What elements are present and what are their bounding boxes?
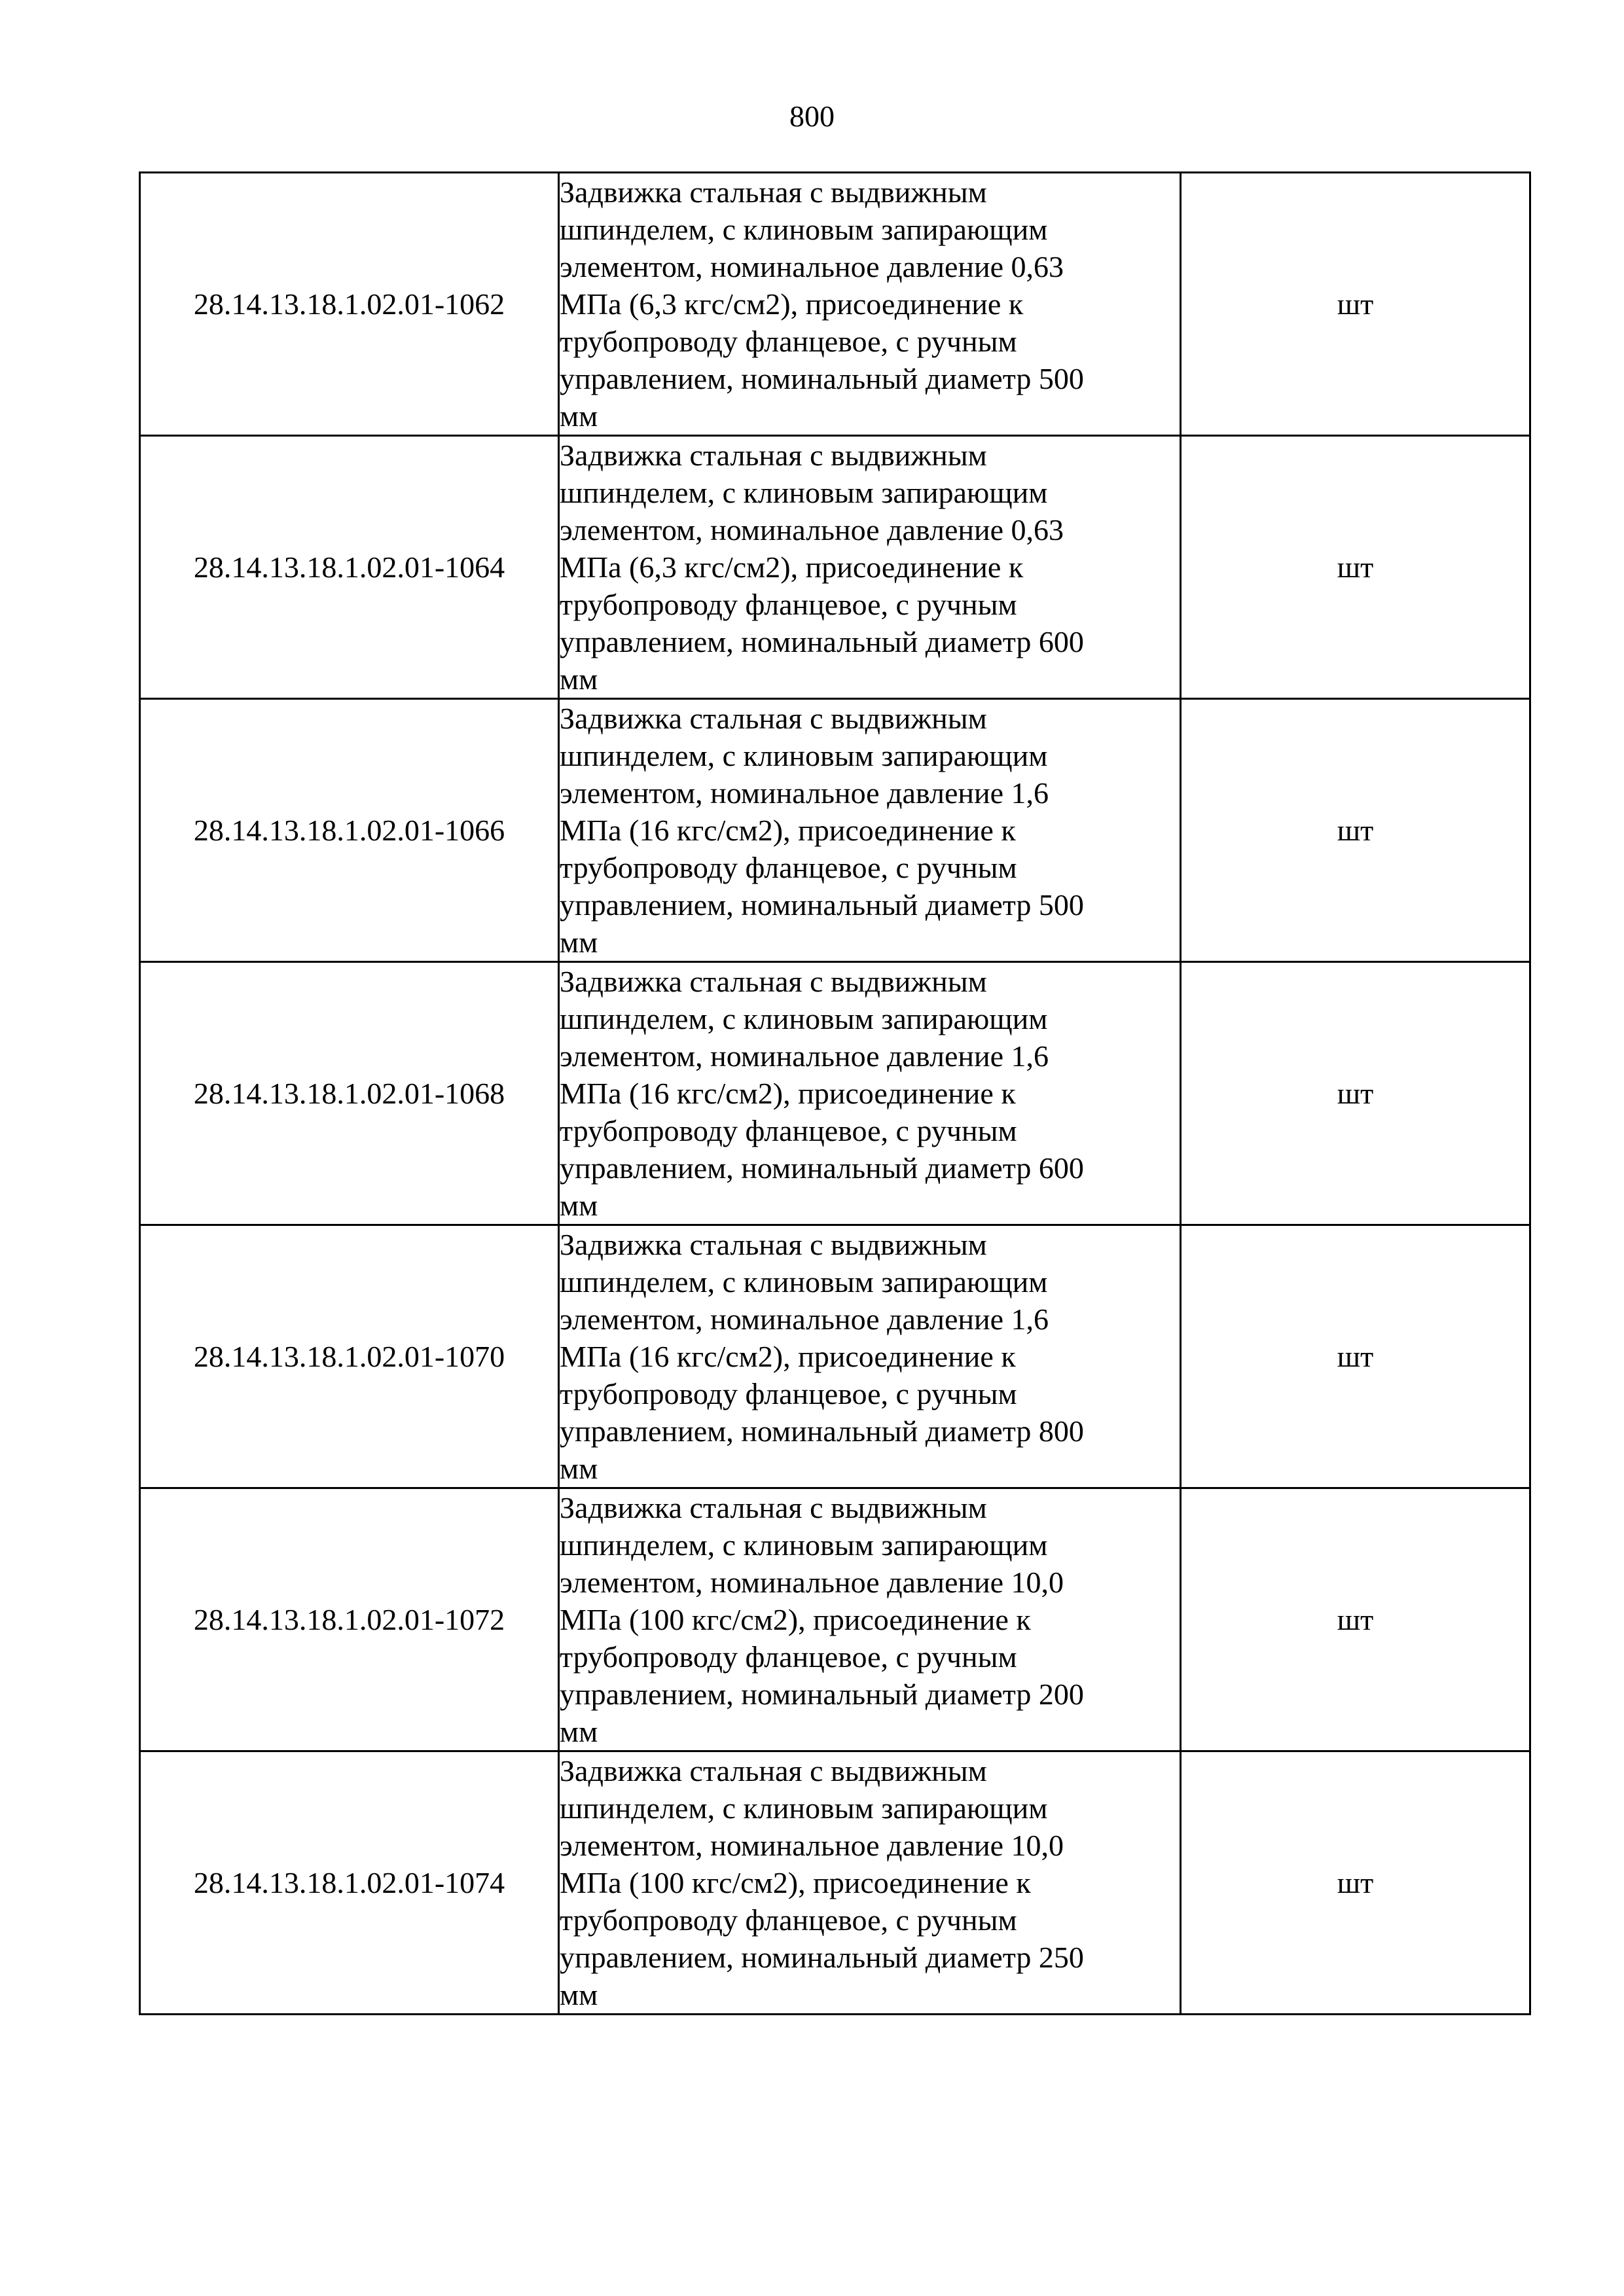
description-line: элементом, номинальное давление 10,0 <box>560 1829 1064 1862</box>
description-line: трубопроводу фланцевое, с ручным <box>560 1640 1017 1674</box>
description-line: мм <box>560 662 598 696</box>
unit-of-measure: шт <box>1181 699 1530 962</box>
description-line: элементом, номинальное давление 1,6 <box>560 1039 1049 1073</box>
table-row <box>140 1751 1530 2015</box>
description-line: трубопроводу фланцевое, с ручным <box>560 1903 1017 1937</box>
resource-description <box>559 962 1181 1225</box>
resource-code: 28.14.13.18.1.02.01-1066 <box>140 699 559 962</box>
description-line: элементом, номинальное давление 1,6 <box>560 776 1049 810</box>
unit-of-measure: шт <box>1181 173 1530 436</box>
page-number: 800 <box>789 99 835 133</box>
resource-description <box>559 1225 1181 1488</box>
description-line: МПа (100 кгс/см2), присоединение к <box>560 1603 1031 1636</box>
resource-code: 28.14.13.18.1.02.01-1062 <box>140 173 559 436</box>
resource-description <box>559 1751 1181 2015</box>
description-line: трубопроводу фланцевое, с ручным <box>560 1114 1017 1147</box>
description-line: элементом, номинальное давление 1,6 <box>560 1302 1049 1336</box>
description-line: шпинделем, с клиновым запирающим <box>560 213 1048 246</box>
table-row <box>140 1488 1530 1751</box>
unit-of-measure: шт <box>1181 1225 1530 1488</box>
description-line: Задвижка стальная с выдвижным <box>560 1491 987 1524</box>
description-line: управлением, номинальный диаметр 500 <box>560 888 1084 922</box>
resource-table-body <box>140 173 1530 2015</box>
description-line: управлением, номинальный диаметр 250 <box>560 1941 1084 1974</box>
table-row <box>140 436 1530 699</box>
description-line: МПа (16 кгс/см2), присоединение к <box>560 1077 1016 1110</box>
description-line: мм <box>560 1189 598 1222</box>
description-line: Задвижка стальная с выдвижным <box>560 1754 987 1787</box>
description-line: МПа (100 кгс/см2), присоединение к <box>560 1866 1031 1899</box>
table-row <box>140 1225 1530 1488</box>
description-line: шпинделем, с клиновым запирающим <box>560 1265 1048 1299</box>
resource-code: 28.14.13.18.1.02.01-1074 <box>140 1751 559 2015</box>
description-line: МПа (16 кгс/см2), присоединение к <box>560 1340 1016 1373</box>
unit-of-measure: шт <box>1181 1751 1530 2015</box>
description-line: трубопроводу фланцевое, с ручным <box>560 588 1017 621</box>
resource-code: 28.14.13.18.1.02.01-1072 <box>140 1488 559 1751</box>
description-line: элементом, номинальное давление 10,0 <box>560 1566 1064 1599</box>
description-line: шпинделем, с клиновым запирающим <box>560 1791 1048 1825</box>
description-line: Задвижка стальная с выдвижным <box>560 439 987 472</box>
description-line: Задвижка стальная с выдвижным <box>560 1228 987 1261</box>
description-line: мм <box>560 925 598 959</box>
description-line: шпинделем, с клиновым запирающим <box>560 739 1048 772</box>
description-line: мм <box>560 399 598 433</box>
resource-code: 28.14.13.18.1.02.01-1070 <box>140 1225 559 1488</box>
description-line: управлением, номинальный диаметр 600 <box>560 625 1084 658</box>
description-line: мм <box>560 1715 598 1748</box>
description-line: шпинделем, с клиновым запирающим <box>560 1528 1048 1562</box>
description-line: мм <box>560 1452 598 1485</box>
description-line: управлением, номинальный диаметр 600 <box>560 1151 1084 1185</box>
description-line: МПа (6,3 кгс/см2), присоединение к <box>560 550 1024 584</box>
table-row <box>140 173 1530 436</box>
unit-of-measure: шт <box>1181 436 1530 699</box>
resource-code: 28.14.13.18.1.02.01-1064 <box>140 436 559 699</box>
unit-of-measure: шт <box>1181 962 1530 1225</box>
description-line: мм <box>560 1978 598 2011</box>
resource-table <box>139 171 1531 2015</box>
description-line: управлением, номинальный диаметр 800 <box>560 1414 1084 1448</box>
description-line: элементом, номинальное давление 0,63 <box>560 250 1064 283</box>
unit-of-measure: шт <box>1181 1488 1530 1751</box>
description-line: управлением, номинальный диаметр 200 <box>560 1677 1084 1711</box>
resource-description <box>559 173 1181 436</box>
description-line: элементом, номинальное давление 0,63 <box>560 513 1064 547</box>
description-line: шпинделем, с клиновым запирающим <box>560 1002 1048 1035</box>
description-line: МПа (16 кгс/см2), присоединение к <box>560 814 1016 847</box>
table-row <box>140 699 1530 962</box>
resource-description <box>559 699 1181 962</box>
description-line: трубопроводу фланцевое, с ручным <box>560 325 1017 358</box>
description-line: управлением, номинальный диаметр 500 <box>560 362 1084 395</box>
resource-description <box>559 436 1181 699</box>
resource-code: 28.14.13.18.1.02.01-1068 <box>140 962 559 1225</box>
description-line: МПа (6,3 кгс/см2), присоединение к <box>560 287 1024 321</box>
description-line: Задвижка стальная с выдвижным <box>560 175 987 209</box>
description-line: трубопроводу фланцевое, с ручным <box>560 1377 1017 1410</box>
description-line: Задвижка стальная с выдвижным <box>560 702 987 735</box>
description-line: Задвижка стальная с выдвижным <box>560 965 987 998</box>
description-line: шпинделем, с клиновым запирающим <box>560 476 1048 509</box>
resource-description <box>559 1488 1181 1751</box>
table-row <box>140 962 1530 1225</box>
description-line: трубопроводу фланцевое, с ручным <box>560 851 1017 884</box>
